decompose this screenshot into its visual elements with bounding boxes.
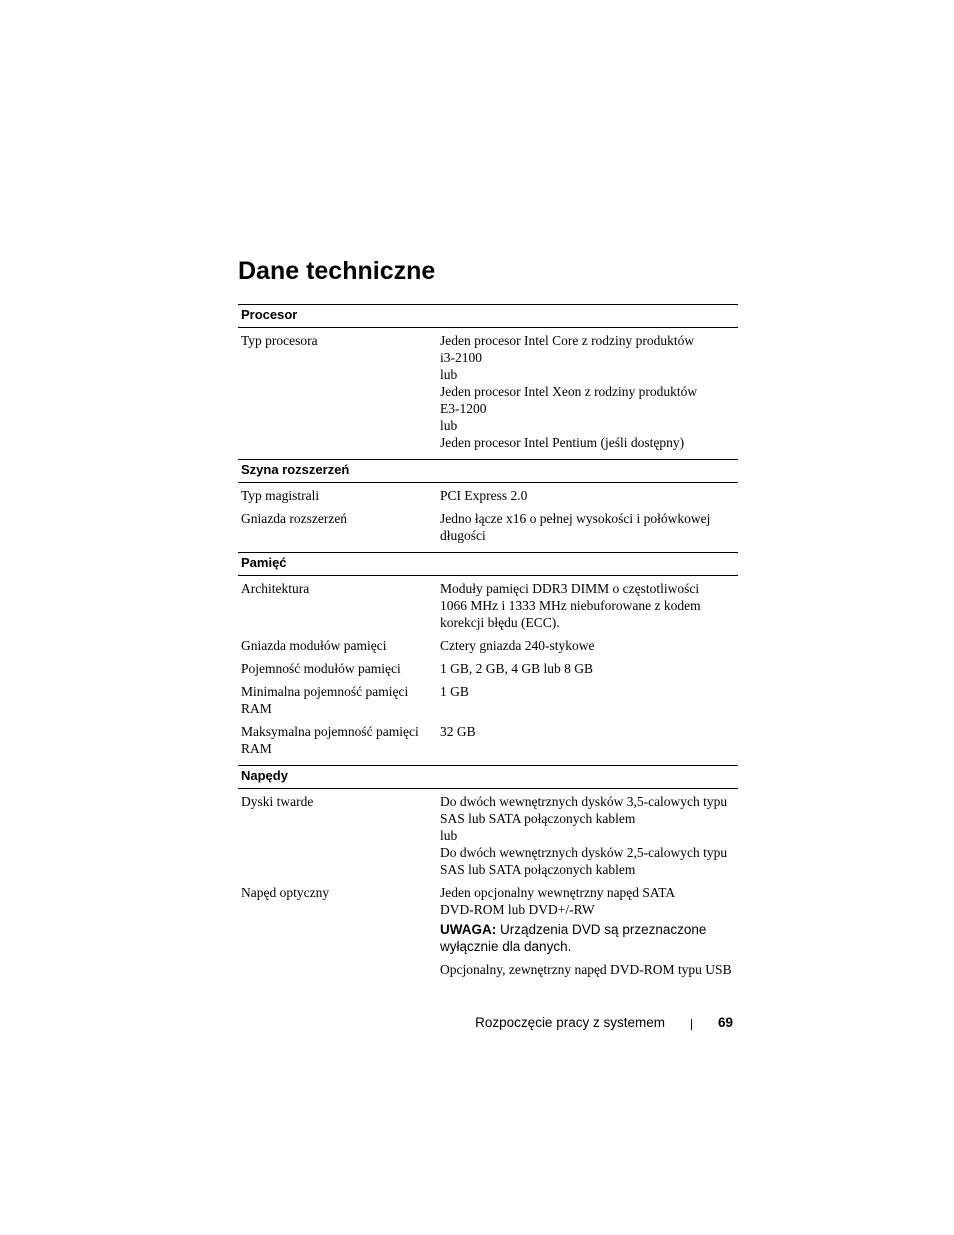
value-line: SAS lub SATA połączonych kablem bbox=[440, 811, 636, 826]
value-line: i3-2100 bbox=[440, 350, 482, 365]
value-line: Opcjonalny, zewnętrzny napęd DVD-ROM typu USB bbox=[440, 962, 732, 977]
value-line: Jedno łącze x16 o pełnej wysokości i połówkowej bbox=[440, 511, 711, 526]
section-header: Napędy bbox=[238, 765, 738, 789]
row-value bbox=[440, 723, 738, 757]
row-label bbox=[238, 510, 440, 544]
footer-chapter-title: Rozpoczęcie pracy z systemem bbox=[475, 1015, 665, 1030]
value-line: Jeden procesor Intel Core z rodziny produktów bbox=[440, 333, 695, 348]
value-line: 1 GB, 2 GB, 4 GB lub 8 GB bbox=[440, 661, 594, 676]
table-row bbox=[238, 637, 738, 654]
value-line: Jeden procesor Intel Xeon z rodziny produktów bbox=[440, 384, 698, 399]
row-value bbox=[440, 660, 738, 677]
row-value bbox=[440, 580, 738, 631]
page-footer bbox=[475, 1015, 733, 1030]
row-value bbox=[440, 884, 738, 978]
value-line: Cztery gniazda 240-stykowe bbox=[440, 638, 595, 653]
table-row bbox=[238, 660, 738, 677]
row-label bbox=[238, 332, 440, 451]
label-line: Minimalna pojemność pamięci bbox=[241, 684, 409, 699]
note-text: Urządzenia DVD są przeznaczone bbox=[500, 922, 707, 937]
table-row bbox=[238, 487, 738, 504]
label-line: Napęd optyczny bbox=[241, 885, 330, 900]
label-line: RAM bbox=[241, 701, 272, 716]
label-line: Gniazda rozszerzeń bbox=[241, 511, 348, 526]
row-value bbox=[440, 793, 738, 878]
value-line: korekcji błędu (ECC). bbox=[440, 615, 560, 630]
section-header: Procesor bbox=[238, 304, 738, 328]
row-label bbox=[238, 660, 440, 677]
table-row bbox=[238, 793, 738, 878]
table-row bbox=[238, 332, 738, 451]
value-line: 1 GB bbox=[440, 684, 469, 699]
row-label bbox=[238, 683, 440, 717]
section-procesor bbox=[238, 304, 738, 459]
label-line: Gniazda modułów pamięci bbox=[241, 638, 387, 653]
section-napedy bbox=[238, 765, 738, 986]
row-value bbox=[440, 332, 738, 451]
note-label: UWAGA: bbox=[440, 922, 497, 937]
section-szyna-rozszerzen bbox=[238, 459, 738, 552]
page-title: Dane techniczne bbox=[238, 257, 436, 285]
footer-separator bbox=[691, 1019, 692, 1030]
row-label bbox=[238, 637, 440, 654]
row-value bbox=[440, 510, 738, 544]
row-label bbox=[238, 793, 440, 878]
row-label bbox=[238, 487, 440, 504]
row-label bbox=[238, 723, 440, 757]
table-row bbox=[238, 683, 738, 717]
value-line: SAS lub SATA połączonych kablem bbox=[440, 862, 636, 877]
value-line: PCI Express 2.0 bbox=[440, 488, 528, 503]
value-line: 1066 MHz i 1333 MHz niebuforowane z kodem bbox=[440, 598, 701, 613]
value-line: lub bbox=[440, 367, 458, 382]
table-row bbox=[238, 723, 738, 757]
value-line: Do dwóch wewnętrznych dysków 3,5-calowych typu bbox=[440, 794, 728, 809]
row-value bbox=[440, 637, 738, 654]
table-row bbox=[238, 580, 738, 631]
value-line: długości bbox=[440, 528, 486, 543]
value-line: E3-1200 bbox=[440, 401, 487, 416]
value-line: Moduły pamięci DDR3 DIMM o częstotliwości bbox=[440, 581, 700, 596]
note-block bbox=[440, 921, 736, 955]
value-line: DVD-ROM lub DVD+/-RW bbox=[440, 902, 595, 917]
section-header: Pamięć bbox=[238, 552, 738, 576]
label-line: Dyski twarde bbox=[241, 794, 314, 809]
label-line: Typ magistrali bbox=[241, 488, 320, 503]
row-value bbox=[440, 487, 738, 504]
spec-table bbox=[238, 304, 738, 986]
page-number: 69 bbox=[717, 1015, 733, 1030]
row-label bbox=[238, 580, 440, 631]
section-header: Szyna rozszerzeń bbox=[238, 459, 738, 483]
value-line: Jeden opcjonalny wewnętrzny napęd SATA bbox=[440, 885, 676, 900]
table-row bbox=[238, 884, 738, 978]
section-pamiec bbox=[238, 552, 738, 765]
value-line: Jeden procesor Intel Pentium (jeśli dostępny) bbox=[440, 435, 685, 450]
value-line: lub bbox=[440, 828, 458, 843]
label-line: RAM bbox=[241, 741, 272, 756]
table-row bbox=[238, 510, 738, 544]
label-line: Typ procesora bbox=[241, 333, 318, 348]
row-label bbox=[238, 884, 440, 978]
value-line: 32 GB bbox=[440, 724, 476, 739]
label-line: Maksymalna pojemność pamięci bbox=[241, 724, 419, 739]
value-line: lub bbox=[440, 418, 458, 433]
row-value bbox=[440, 683, 738, 717]
note-text: wyłącznie dla danych. bbox=[440, 939, 572, 954]
label-line: Architektura bbox=[241, 581, 310, 596]
label-line: Pojemność modułów pamięci bbox=[241, 661, 401, 676]
value-line: Do dwóch wewnętrznych dysków 2,5-calowych typu bbox=[440, 845, 728, 860]
